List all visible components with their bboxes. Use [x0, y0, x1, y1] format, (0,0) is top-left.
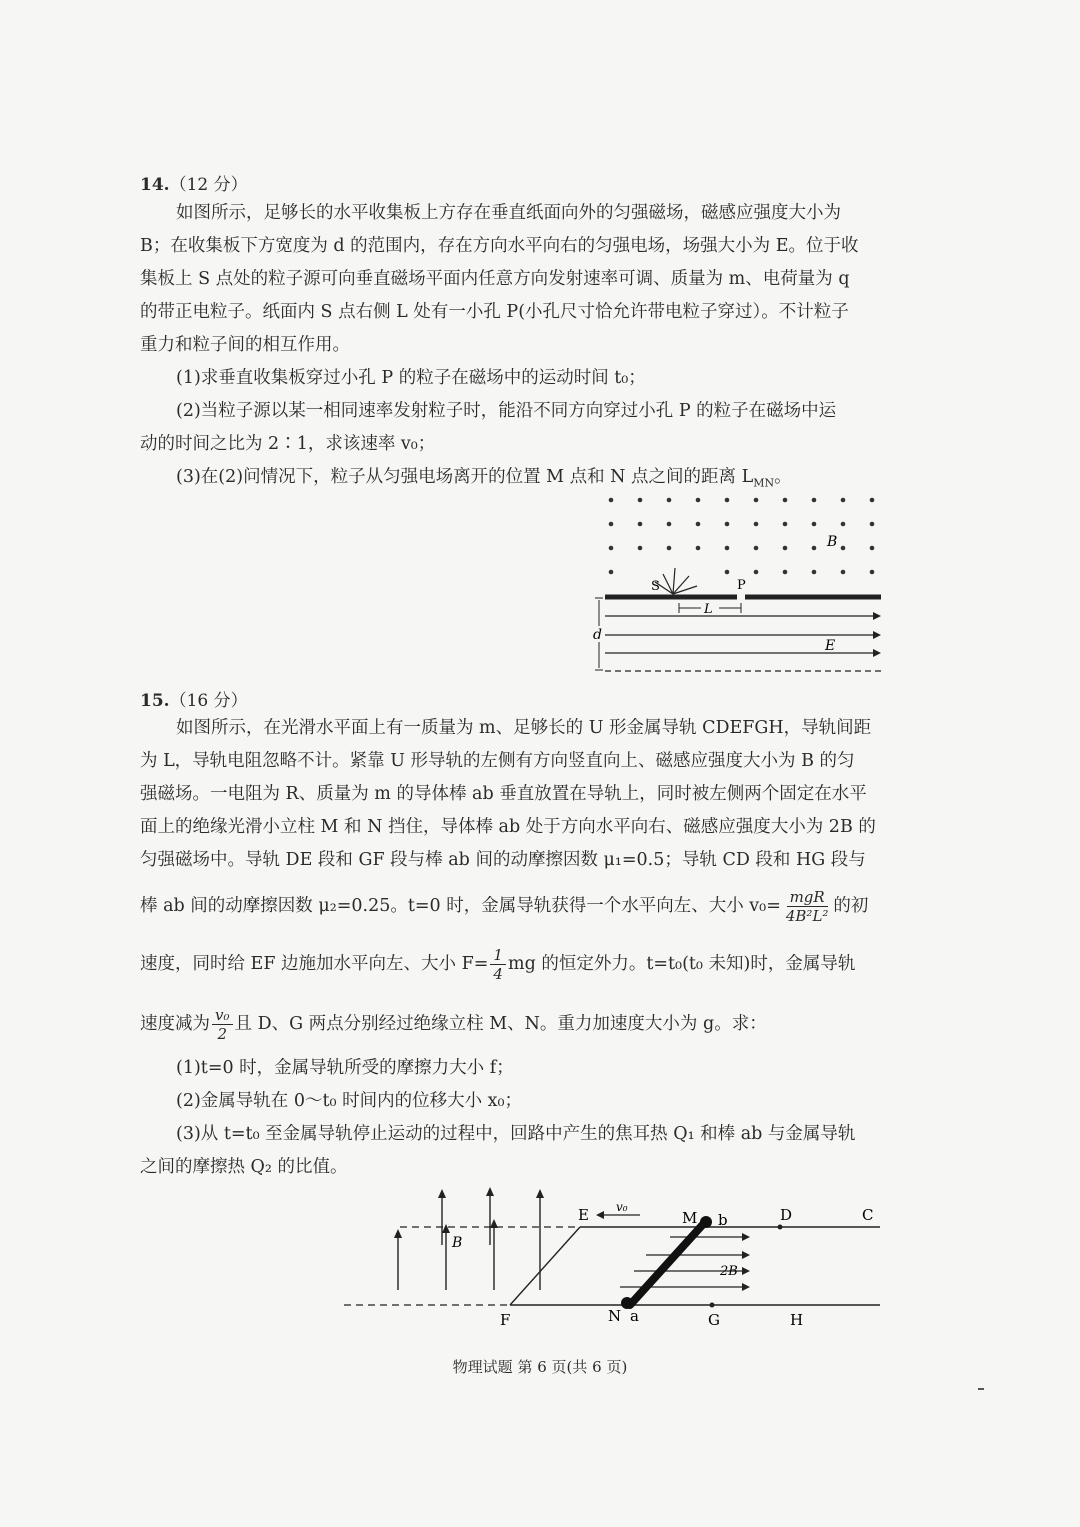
field-dot [783, 522, 788, 527]
field-dot [609, 498, 614, 503]
field-dot [609, 570, 614, 575]
q14-fig-label-S: S [651, 579, 660, 594]
q15-figure [340, 1185, 900, 1335]
q15-stem-line-2: 为 L，导轨电阻忽略不计。紧靠 U 形导轨的左侧有方向竖直向上、磁感应强度大小为 B 的匀 [140, 751, 855, 771]
q14-sub1: (1)求垂直收集板穿过小孔 P 的粒子在磁场中的运动时间 t₀； [176, 368, 646, 388]
q15-stem-line-7 [140, 946, 922, 983]
q14-fig-label-B: B [827, 534, 838, 550]
q15-sub3-line-2: 之间的摩擦热 Q₂ 的比值。 [140, 1157, 348, 1177]
field-dot [725, 498, 730, 503]
q14-stem-line-2: B；在收集板下方宽度为 d 的范围内，存在方向水平向右的匀强电场，场强大小为 E。位于收 [140, 236, 859, 256]
field-dot [812, 522, 817, 527]
particle-source-arrows [655, 568, 697, 594]
field-dot [638, 546, 643, 551]
q15-number: 15. [140, 691, 170, 711]
q15-line7-text: 速度，同时给 EF 边施加水平向左、大小 F= [140, 954, 489, 974]
field-dot [667, 498, 672, 503]
q15-fig-label-H: H [790, 1311, 804, 1329]
field-dot [725, 570, 730, 575]
q15-fig-label-2B: 2B [720, 1264, 738, 1279]
field-dot [667, 546, 672, 551]
electric-field-lines [605, 616, 877, 653]
field-dot [812, 498, 817, 503]
field-dot [754, 570, 759, 575]
field-dot [696, 522, 701, 527]
field-dot [638, 498, 643, 503]
half-v0-denominator: 2 [217, 1025, 228, 1043]
q14-sub2-line-1: (2)当粒子源以某一相同速率发射粒子时，能沿不同方向穿过小孔 P 的粒子在磁场中运 [176, 401, 837, 421]
post-M [700, 1216, 712, 1228]
q15-fig-label-C: C [862, 1206, 874, 1224]
rail-EF [510, 1227, 580, 1305]
field-dot [783, 546, 788, 551]
field-dot [667, 522, 672, 527]
field-dot [783, 570, 788, 575]
q15-fig-label-G: G [708, 1311, 720, 1329]
q14-number: 14. [140, 175, 170, 195]
q15-points: （16 分） [169, 691, 248, 711]
field-dot [783, 498, 788, 503]
q15-stem-line-5: 匀强磁场中。导轨 DE 段和 GF 段与棒 ab 间的动摩擦因数 μ₁=0.5；导轨 CD 段和 HG 段与 [140, 850, 866, 870]
q15-stem-line-3: 强磁场。一电阻为 R、质量为 m 的导体棒 ab 垂直放置在导轨上，同时被左侧两个固定在水平 [140, 784, 867, 804]
q14-fig-label-L: L [704, 602, 713, 617]
horizontal-field-arrowheads [742, 1233, 750, 1291]
q14-stem-line-3: 集板上 S 点处的粒子源可向垂直磁场平面内任意方向发射速率可调、质量为 m、电荷量为 q [140, 269, 850, 289]
q15-fig-label-F: F [500, 1311, 511, 1329]
field-dot [841, 570, 846, 575]
q15-sub3-line-1: (3)从 t=t₀ 至金属导轨停止运动的过程中，回路中产生的焦耳热 Q₁ 和棒 ab 与金属导轨 [176, 1124, 856, 1144]
q15-stem-line-6 [140, 888, 922, 925]
v0-arrowhead [596, 1211, 604, 1219]
q14-header [140, 170, 248, 195]
q15-sub2: (2)金属导轨在 0～t₀ 时间内的位移大小 x₀； [176, 1091, 523, 1111]
field-dot [870, 522, 875, 527]
field-dot [812, 570, 817, 575]
q15-fig-label-M: M [682, 1209, 698, 1227]
q15-line6-text: 棒 ab 间的动摩擦因数 μ₂=0.25。t=0 时，金属导轨获得一个水平向左、大小 v₀= [140, 896, 781, 916]
v0-fraction [783, 888, 832, 925]
field-dot [696, 546, 701, 551]
q15-stem-line-8 [140, 1006, 922, 1043]
q15-line6-end: 的初 [833, 896, 869, 916]
electric-field-arrowheads [873, 612, 881, 657]
q14-stem-line-5: 重力和粒子间的相互作用。 [140, 335, 350, 355]
q15-fig-label-b: b [718, 1211, 728, 1229]
q15-stem-line-4: 面上的绝缘光滑小立柱 M 和 N 挡住，导体棒 ab 处于方向水平向右、磁感应强度大小为 2B 的 [140, 817, 876, 837]
q15-fig-label-B: B [452, 1235, 463, 1251]
point-D [778, 1225, 783, 1230]
field-dot [870, 546, 875, 551]
q14-points: （12 分） [169, 175, 248, 195]
field-dot [841, 546, 846, 551]
field-dot [754, 522, 759, 527]
q15-line8-text: 速度减为 [140, 1014, 210, 1034]
q15-fig-label-a: a [630, 1307, 639, 1325]
q14-fig-label-P: P [737, 578, 746, 593]
q14-fig-label-d: d [593, 627, 602, 643]
field-dot [609, 546, 614, 551]
q14-sub2-line-2: 动的时间之比为 2∶1，求该速率 v₀； [140, 434, 436, 454]
q14-fig-label-E: E [825, 638, 836, 654]
force-denominator: 4 [493, 965, 503, 983]
q15-sub1: (1)t=0 时，金属导轨所受的摩擦力大小 f； [176, 1058, 514, 1078]
force-numerator: 1 [490, 946, 506, 965]
vertical-field-arrowheads [394, 1187, 544, 1238]
q14-figure [585, 490, 895, 675]
half-v0-fraction [212, 1006, 233, 1043]
field-dot [754, 498, 759, 503]
vertical-field-arrows [398, 1193, 540, 1290]
q15-fig-label-N: N [608, 1307, 622, 1325]
q14-stem-line-1: 如图所示，足够长的水平收集板上方存在垂直纸面向外的匀强磁场，磁感应强度大小为 [176, 203, 841, 223]
conductor-rod-ab [630, 1221, 706, 1305]
q14-sub3-text: (3)在(2)问情况下，粒子从匀强电场离开的位置 M 点和 N 点之间的距离 L [176, 467, 754, 487]
field-dot [609, 522, 614, 527]
field-dot [725, 522, 730, 527]
field-dot [841, 522, 846, 527]
field-dot [870, 570, 875, 575]
q15-line7-end: mg 的恒定外力。t=t₀(t₀ 未知)时，金属导轨 [507, 954, 856, 974]
q15-header [140, 686, 248, 711]
q14-stem-line-4: 的带正电粒子。纸面内 S 点右侧 L 处有一小孔 P(小孔尺寸恰允许带电粒子穿过）。不计粒子 [140, 302, 849, 322]
q15-fig-label-v0: v₀ [616, 1200, 628, 1214]
force-fraction [490, 946, 506, 983]
field-dot [754, 546, 759, 551]
page-footer: 物理试题 第 6 页(共 6 页) [452, 1358, 628, 1376]
half-v0-numerator: v₀ [212, 1006, 233, 1025]
field-dot [841, 498, 846, 503]
field-dot [812, 546, 817, 551]
v0-denominator: 4B²L² [785, 907, 829, 925]
margin-mark [978, 1388, 984, 1390]
point-G-marker [710, 1303, 715, 1308]
q15-stem-line-1: 如图所示，在光滑水平面上有一质量为 m、足够长的 U 形金属导轨 CDEFGH，导轨间距 [176, 718, 872, 738]
field-dot [638, 522, 643, 527]
q15-fig-label-E: E [578, 1206, 589, 1224]
field-dot [696, 498, 701, 503]
q14-sub3-end: 。 [774, 467, 792, 487]
q14-sub3-subscript: MN [753, 476, 775, 490]
field-dot [870, 498, 875, 503]
field-dot [725, 546, 730, 551]
q15-line8-end: 且 D、G 两点分别经过绝缘立柱 M、N。重力加速度大小为 g。求： [234, 1014, 767, 1034]
v0-numerator: mgR [787, 888, 828, 907]
q15-fig-label-D: D [780, 1206, 793, 1224]
